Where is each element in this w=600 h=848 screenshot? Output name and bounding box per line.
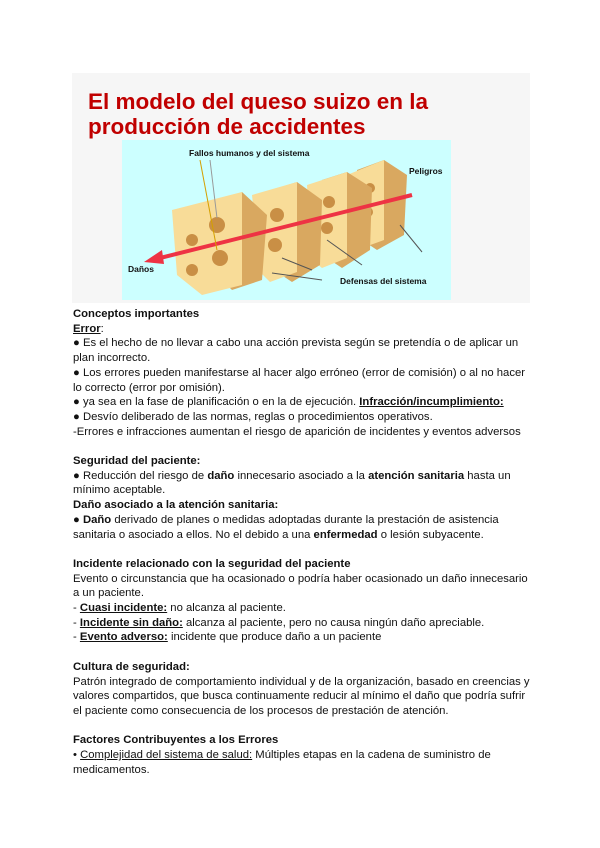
cultura-heading: Cultura de seguridad: [73,660,190,673]
seguridad-bullet: ● Reducción del riesgo de daño innecesario asociado a la atención sanitaria hasta un mínimo aceptable. [73,469,511,497]
error-bullet-2: ● Los errores pueden manifestarse al hacer algo erróneo (error de comisión) o al no hacer lo correcto (error por omisión). [73,366,526,394]
document-body [73,307,533,777]
swiss-cheese-diagram [122,140,451,300]
errores-note: -Errores e infracciones aumentan el riesgo de aparición de incidentes y eventos adversos [73,425,521,438]
factores-heading: Factores Contribuyentes a los Errores [73,734,279,747]
title-line-2: producción de accidentes [88,114,366,139]
error-bullet-3: ● ya sea en la fase de planificación o en la de ejecución. [73,396,360,409]
label-defensas: Defensas del sistema [340,276,427,286]
infraccion-bullet: ● Desvío deliberado de las normas, reglas o procedimientos operativos. [73,410,433,423]
seguridad-heading: Seguridad del paciente: [73,455,201,468]
dano-bullet: ● Daño derivado de planes o medidas adoptadas durante la prestación de asistencia sanitaria o asociado a ellos. No el debido a una enfermedad o lesión subyacente. [73,513,499,541]
infraccion-heading: Infracción/incumplimiento: [359,396,504,409]
incidente-desc: Evento o circunstancia que ha ocasionado o podría haber ocasionado un daño innecesario a un paciente. [73,572,528,600]
cultura-text: Patrón integrado de comportamiento individual y de la organización, basado en creencias y valores compartidos, que busca continuamente reducir al mínimo el daño que podría sufrir el paciente como consecuencia de los procesos de prestación de atención. [73,675,530,717]
title-line-1: El modelo del queso suizo en la [88,89,429,114]
label-fallos: Fallos humanos y del sistema [189,148,310,158]
conceptos-heading: Conceptos importantes [73,308,200,320]
label-peligros: Peligros [409,166,443,176]
error-bullet-1: ● Es el hecho de no llevar a cabo una acción prevista según se pretendía o de aplicar un plan incorrecto. [73,337,519,365]
factores-bullet: • Complejidad del sistema de salud: Múltiples etapas en la cadena de suministro de medicamentos. [73,749,491,776]
error-heading: Error [73,322,101,335]
label-danos: Daños [128,264,154,274]
incidente-heading: Incidente relacionado con la seguridad del paciente [73,557,351,570]
error-colon: : [100,322,104,335]
incidente-item: - Incidente sin daño: alcanza al paciente, pero no causa ningún daño apreciable. [73,616,485,629]
dano-heading: Daño asociado a la atención sanitaria: [73,499,279,512]
slide-title [88,89,428,139]
incidente-item: - Evento adverso: incidente que produce daño a un paciente [73,631,382,644]
incidente-item: - Cuasi incidente: no alcanza al paciente. [73,602,286,615]
swiss-cheese-slide [72,73,530,303]
